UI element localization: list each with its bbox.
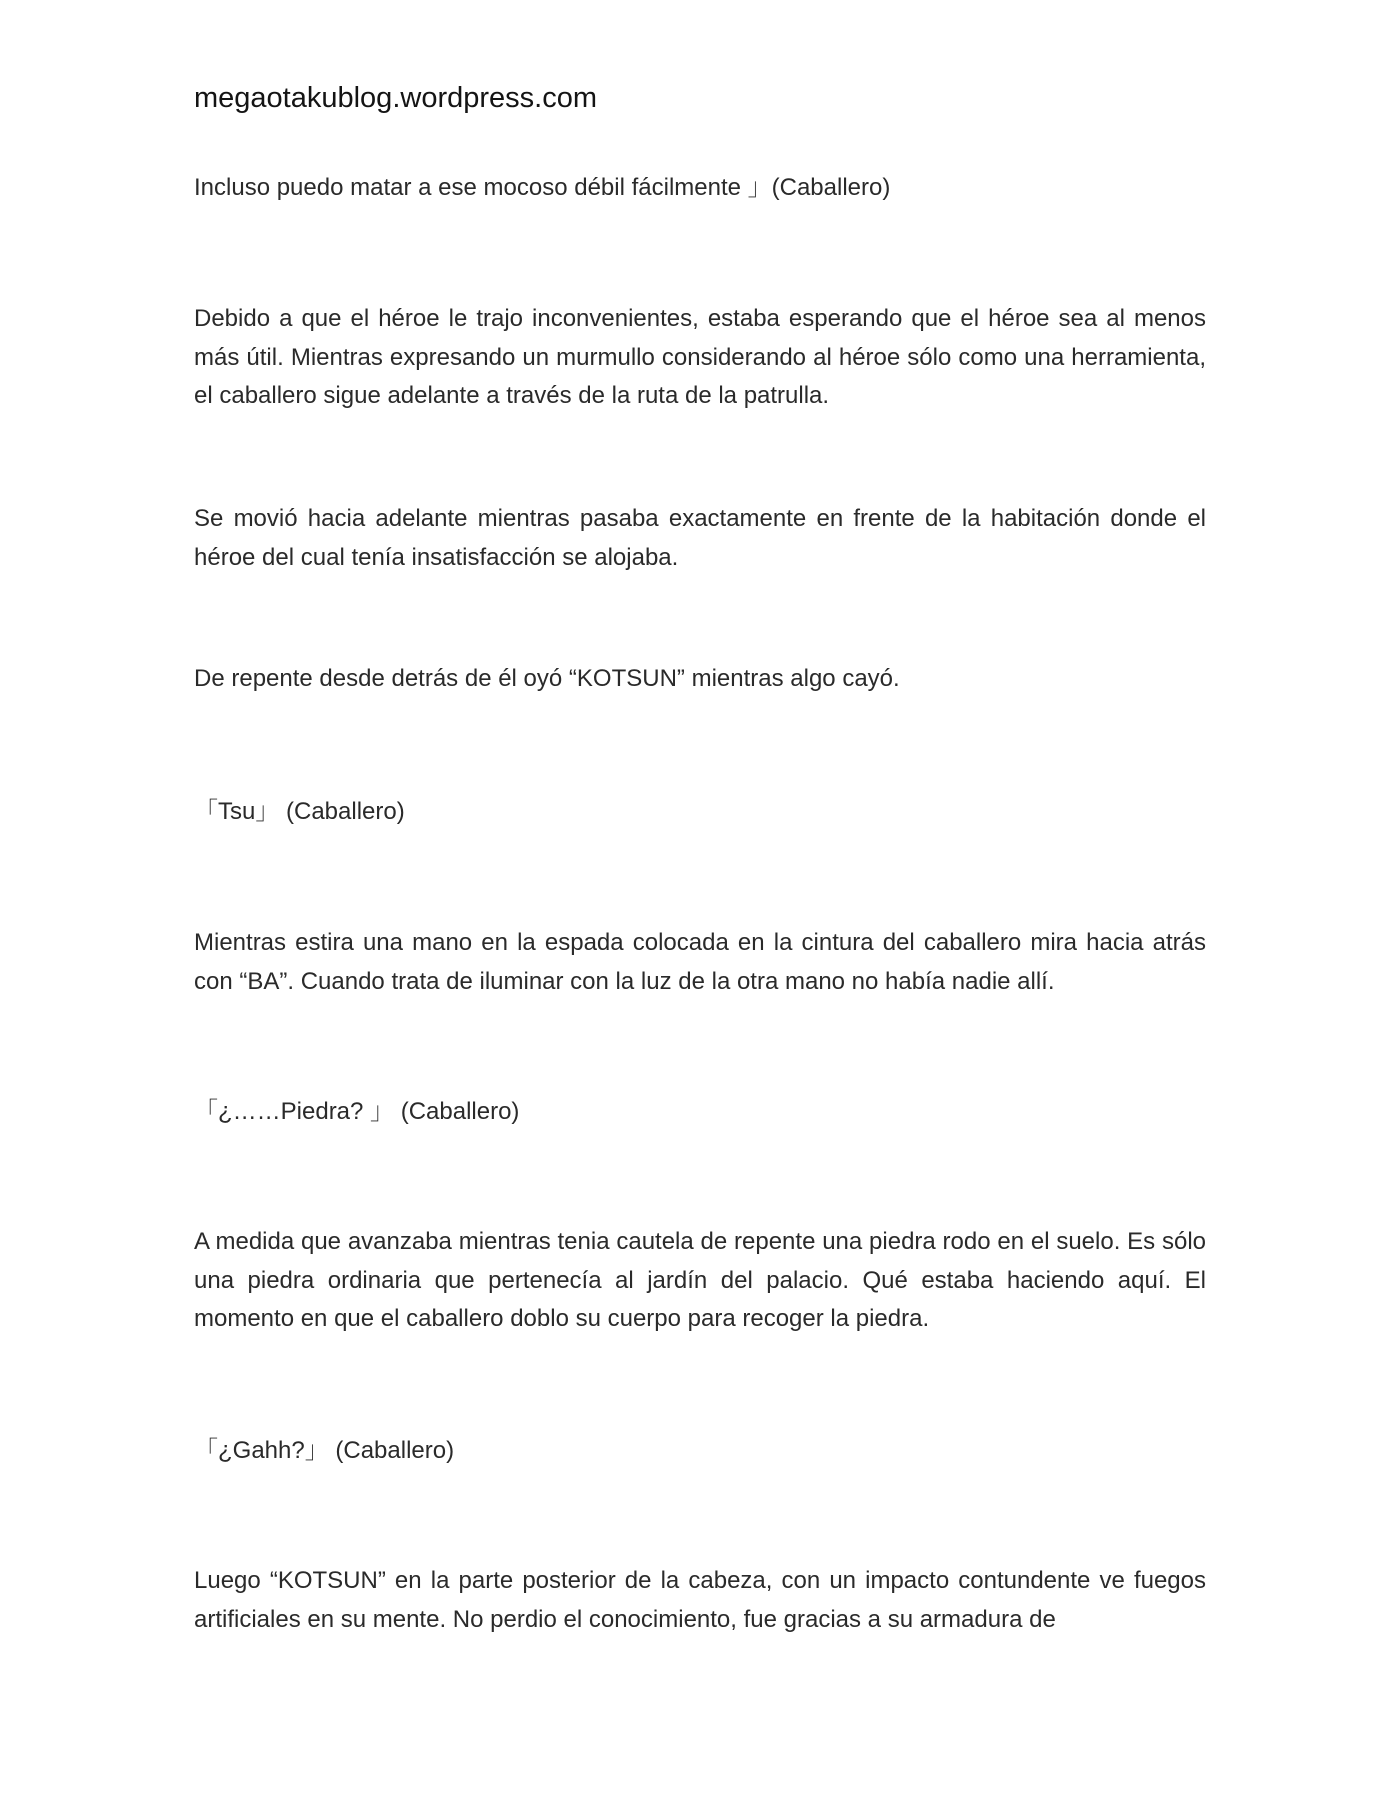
paragraph-5: 「Tsu」 (Caballero)	[194, 798, 405, 825]
paragraph-1: Incluso puedo matar a ese mocoso débil fácilmente 」(Caballero)	[194, 174, 891, 201]
paragraph-8: A medida que avanzaba mientras tenia cautela de repente una piedra rodo en el suelo. Es sólo una piedra ordinaria que pertenecía al jardín del palacio. Qué estaba haciendo aquí. El momento en que el caballero doblo su cuerpo para recoger la piedra.	[194, 1228, 1206, 1332]
paragraph-7: 「¿……Piedra? 」 (Caballero)	[194, 1098, 520, 1125]
paragraph-3: Se movió hacia adelante mientras pasaba exactamente en frente de la habitación donde el héroe del cual tenía insatisfacción se alojaba.	[194, 505, 1206, 571]
paragraph-2: Debido a que el héroe le trajo inconvenientes, estaba esperando que el héroe sea al menos más útil. Mientras expresando un murmullo considerando al héroe sólo como una herramienta, el caballero sigue adelante a través de la ruta de la patrulla.	[194, 305, 1206, 409]
site-header: megaotakublog.wordpress.com	[194, 82, 597, 114]
paragraph-4: De repente desde detrás de él oyó “KOTSUN” mientras algo cayó.	[194, 665, 900, 692]
paragraph-9: 「¿Gahh?」 (Caballero)	[194, 1437, 455, 1464]
paragraph-6: Mientras estira una mano en la espada colocada en la cintura del caballero mira hacia atrás con “BA”. Cuando trata de iluminar con la luz de la otra mano no había nadie allí.	[194, 929, 1206, 995]
paragraph-10: Luego “KOTSUN” en la parte posterior de la cabeza, con un impacto contundente ve fuegos artificiales en su mente. No perdio el conocimiento, fue gracias a su armadura de	[194, 1567, 1206, 1633]
